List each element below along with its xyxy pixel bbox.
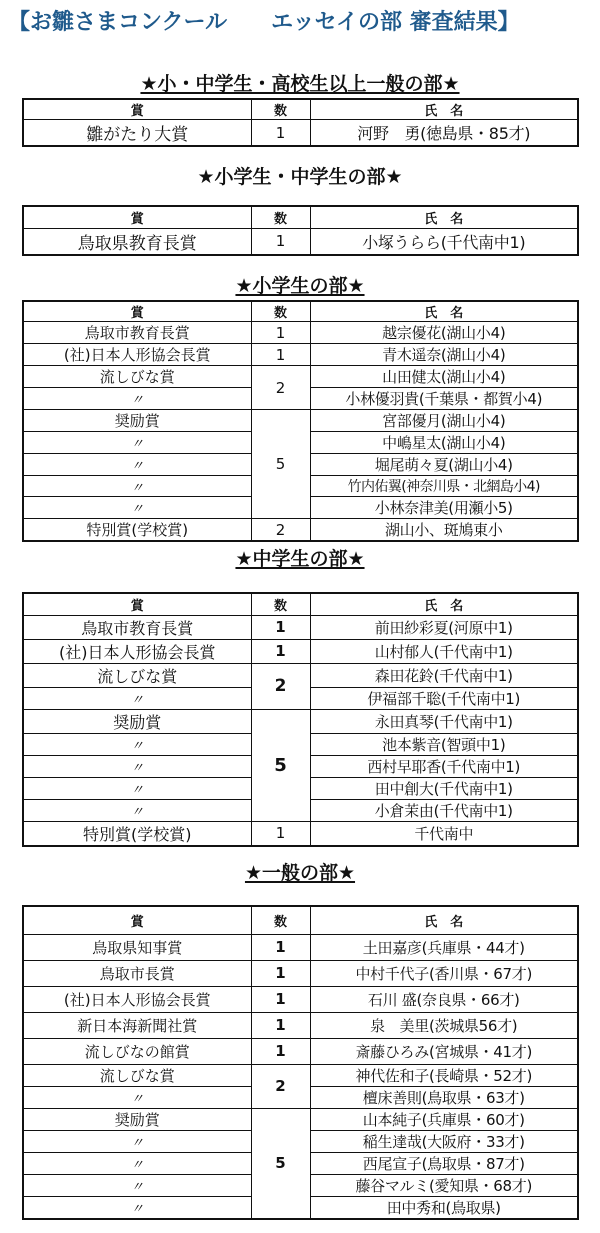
winner-cell: 宮部優月(湖山小4) bbox=[310, 410, 578, 432]
table-row bbox=[23, 1064, 578, 1086]
award-table-elementary-junior-high bbox=[22, 205, 579, 256]
count-cell: 1 bbox=[251, 344, 310, 366]
table-row bbox=[23, 709, 578, 733]
section-heading-elementary: ★小学生の部★ bbox=[235, 275, 365, 297]
winner-cell: 竹内佑翼(神奈川県・北網島小4) bbox=[310, 476, 578, 497]
ditto-mark-cell: 〃 bbox=[23, 687, 251, 709]
winner-cell: 西村早耶香(千代南中1) bbox=[310, 755, 578, 777]
ditto-mark-cell: 〃 bbox=[23, 497, 251, 519]
count-cell: 2 bbox=[251, 366, 310, 410]
table-row bbox=[23, 986, 578, 1012]
header-name: 氏 名 bbox=[310, 593, 578, 615]
header-count: 数 bbox=[251, 99, 310, 120]
ditto-mark-cell: 〃 bbox=[23, 432, 251, 454]
winner-cell: 山村郁人(千代南中1) bbox=[310, 639, 578, 663]
winner-cell: 永田真琴(千代南中1) bbox=[310, 709, 578, 733]
prize-cell: 鳥取県知事賞 bbox=[23, 934, 251, 960]
header-name: 氏 名 bbox=[310, 301, 578, 322]
count-cell: 1 bbox=[251, 639, 310, 663]
prize-cell: 鳥取市教育長賞 bbox=[23, 322, 251, 344]
winner-cell: 小塚うらら(千代南中1) bbox=[310, 228, 578, 255]
winner-cell: 田中創大(千代南中1) bbox=[310, 777, 578, 799]
winner-cell: 泉 美里(茨城県56才) bbox=[310, 1012, 578, 1038]
winner-cell: 森田花鈴(千代南中1) bbox=[310, 663, 578, 687]
winner-cell: 田中秀和(鳥取県) bbox=[310, 1196, 578, 1219]
ditto-mark-cell: 〃 bbox=[23, 454, 251, 476]
section-heading-elementary-junior-high: ★小学生・中学生の部★ bbox=[197, 166, 403, 188]
prize-cell: 流しびなの館賞 bbox=[23, 1038, 251, 1064]
prize-cell: 特別賞(学校賞) bbox=[23, 821, 251, 846]
table-row bbox=[23, 519, 578, 542]
table-row bbox=[23, 1012, 578, 1038]
award-table-all-ages bbox=[22, 98, 579, 147]
count-cell: 5 bbox=[251, 1108, 310, 1219]
header-count: 数 bbox=[251, 906, 310, 934]
prize-cell: 特別賞(学校賞) bbox=[23, 519, 251, 542]
ditto-mark-cell: 〃 bbox=[23, 799, 251, 821]
count-cell: 1 bbox=[251, 821, 310, 846]
prize-cell: 奨励賞 bbox=[23, 410, 251, 432]
ditto-mark-cell: 〃 bbox=[23, 1086, 251, 1108]
header-name: 氏 名 bbox=[310, 206, 578, 228]
prize-cell: 鳥取市教育長賞 bbox=[23, 615, 251, 639]
header-count: 数 bbox=[251, 593, 310, 615]
header-name: 氏 名 bbox=[310, 99, 578, 120]
table-row bbox=[23, 615, 578, 639]
prize-cell: 雛がたり大賞 bbox=[23, 120, 251, 147]
ditto-mark-cell: 〃 bbox=[23, 1196, 251, 1219]
count-cell: 2 bbox=[251, 519, 310, 542]
prize-cell: 流しびな賞 bbox=[23, 663, 251, 687]
header-prize: 賞 bbox=[23, 593, 251, 615]
section-heading-general: ★一般の部★ bbox=[244, 862, 356, 884]
ditto-mark-cell: 〃 bbox=[23, 1130, 251, 1152]
table-row bbox=[23, 322, 578, 344]
ditto-mark-cell: 〃 bbox=[23, 388, 251, 410]
winner-cell: 河野 勇(徳島県・85才) bbox=[310, 120, 578, 147]
header-name: 氏 名 bbox=[310, 906, 578, 934]
table-header-row bbox=[23, 206, 578, 228]
winner-cell: 神代佐和子(長崎県・52才) bbox=[310, 1064, 578, 1086]
prize-cell: 奨励賞 bbox=[23, 1108, 251, 1130]
winner-cell: 池本紫音(智頭中1) bbox=[310, 733, 578, 755]
winner-cell: 山田健太(湖山小4) bbox=[310, 366, 578, 388]
table-row bbox=[23, 228, 578, 255]
table-row bbox=[23, 960, 578, 986]
table-row bbox=[23, 934, 578, 960]
header-prize: 賞 bbox=[23, 906, 251, 934]
prize-cell: (社)日本人形協会長賞 bbox=[23, 639, 251, 663]
winner-cell: 小倉茉由(千代南中1) bbox=[310, 799, 578, 821]
table-header-row bbox=[23, 906, 578, 934]
page-title: 【お雛さまコンクール エッセイの部 審査結果】 bbox=[8, 10, 520, 35]
header-prize: 賞 bbox=[23, 99, 251, 120]
table-row bbox=[23, 821, 578, 846]
award-table-general bbox=[22, 905, 579, 1220]
award-table-elementary bbox=[22, 300, 579, 542]
winner-cell: 土田嘉彦(兵庫県・44才) bbox=[310, 934, 578, 960]
table-row bbox=[23, 366, 578, 388]
table-row bbox=[23, 1038, 578, 1064]
winner-cell: 前田紗彩夏(河原中1) bbox=[310, 615, 578, 639]
winner-cell: 伊福部千聡(千代南中1) bbox=[310, 687, 578, 709]
header-prize: 賞 bbox=[23, 301, 251, 322]
section-heading-all-ages: ★小・中学生・高校生以上一般の部★ bbox=[140, 73, 460, 95]
winner-cell: 小林優羽貴(千葉県・都賀小4) bbox=[310, 388, 578, 410]
ditto-mark-cell: 〃 bbox=[23, 1174, 251, 1196]
winner-cell: 山本純子(兵庫県・60才) bbox=[310, 1108, 578, 1130]
table-row bbox=[23, 639, 578, 663]
table-row bbox=[23, 344, 578, 366]
header-count: 数 bbox=[251, 301, 310, 322]
winner-cell: 中嶋星太(湖山小4) bbox=[310, 432, 578, 454]
count-cell: 1 bbox=[251, 1038, 310, 1064]
ditto-mark-cell: 〃 bbox=[23, 476, 251, 497]
winner-cell: 斎藤ひろみ(宮城県・41才) bbox=[310, 1038, 578, 1064]
count-cell: 1 bbox=[251, 228, 310, 255]
ditto-mark-cell: 〃 bbox=[23, 755, 251, 777]
table-row bbox=[23, 663, 578, 687]
winner-cell: 千代南中 bbox=[310, 821, 578, 846]
winner-cell: 中村千代子(香川県・67才) bbox=[310, 960, 578, 986]
table-header-row bbox=[23, 301, 578, 322]
winner-cell: 越宗優花(湖山小4) bbox=[310, 322, 578, 344]
winner-cell: 堀尾萌々夏(湖山小4) bbox=[310, 454, 578, 476]
prize-cell: 流しびな賞 bbox=[23, 1064, 251, 1086]
ditto-mark-cell: 〃 bbox=[23, 777, 251, 799]
ditto-mark-cell: 〃 bbox=[23, 733, 251, 755]
header-prize: 賞 bbox=[23, 206, 251, 228]
count-cell: 5 bbox=[251, 709, 310, 821]
prize-cell: 奨励賞 bbox=[23, 709, 251, 733]
winner-cell: 石川 盛(奈良県・66才) bbox=[310, 986, 578, 1012]
count-cell: 5 bbox=[251, 410, 310, 519]
count-cell: 1 bbox=[251, 322, 310, 344]
prize-cell: (社)日本人形協会長賞 bbox=[23, 986, 251, 1012]
table-row bbox=[23, 410, 578, 432]
table-row bbox=[23, 1108, 578, 1130]
count-cell: 1 bbox=[251, 934, 310, 960]
header-count: 数 bbox=[251, 206, 310, 228]
prize-cell: 鳥取県教育長賞 bbox=[23, 228, 251, 255]
prize-cell: 流しびな賞 bbox=[23, 366, 251, 388]
winner-cell: 青木遥奈(湖山小4) bbox=[310, 344, 578, 366]
table-row bbox=[23, 120, 578, 147]
winner-cell: 西尾宣子(鳥取県・87才) bbox=[310, 1152, 578, 1174]
count-cell: 1 bbox=[251, 120, 310, 147]
winner-cell: 小林奈津美(用瀬小5) bbox=[310, 497, 578, 519]
count-cell: 2 bbox=[251, 663, 310, 709]
winner-cell: 湖山小、斑鳩東小 bbox=[310, 519, 578, 542]
count-cell: 1 bbox=[251, 986, 310, 1012]
table-header-row bbox=[23, 593, 578, 615]
ditto-mark-cell: 〃 bbox=[23, 1152, 251, 1174]
count-cell: 1 bbox=[251, 960, 310, 986]
section-heading-junior-high: ★中学生の部★ bbox=[235, 548, 365, 570]
count-cell: 1 bbox=[251, 615, 310, 639]
prize-cell: 鳥取市長賞 bbox=[23, 960, 251, 986]
prize-cell: 新日本海新聞社賞 bbox=[23, 1012, 251, 1038]
count-cell: 2 bbox=[251, 1064, 310, 1108]
count-cell: 1 bbox=[251, 1012, 310, 1038]
table-header-row bbox=[23, 99, 578, 120]
award-table-junior-high bbox=[22, 592, 579, 847]
winner-cell: 藤谷マルミ(愛知県・68才) bbox=[310, 1174, 578, 1196]
winner-cell: 稲生達哉(大阪府・33才) bbox=[310, 1130, 578, 1152]
prize-cell: (社)日本人形協会長賞 bbox=[23, 344, 251, 366]
winner-cell: 檀床善則(鳥取県・63才) bbox=[310, 1086, 578, 1108]
